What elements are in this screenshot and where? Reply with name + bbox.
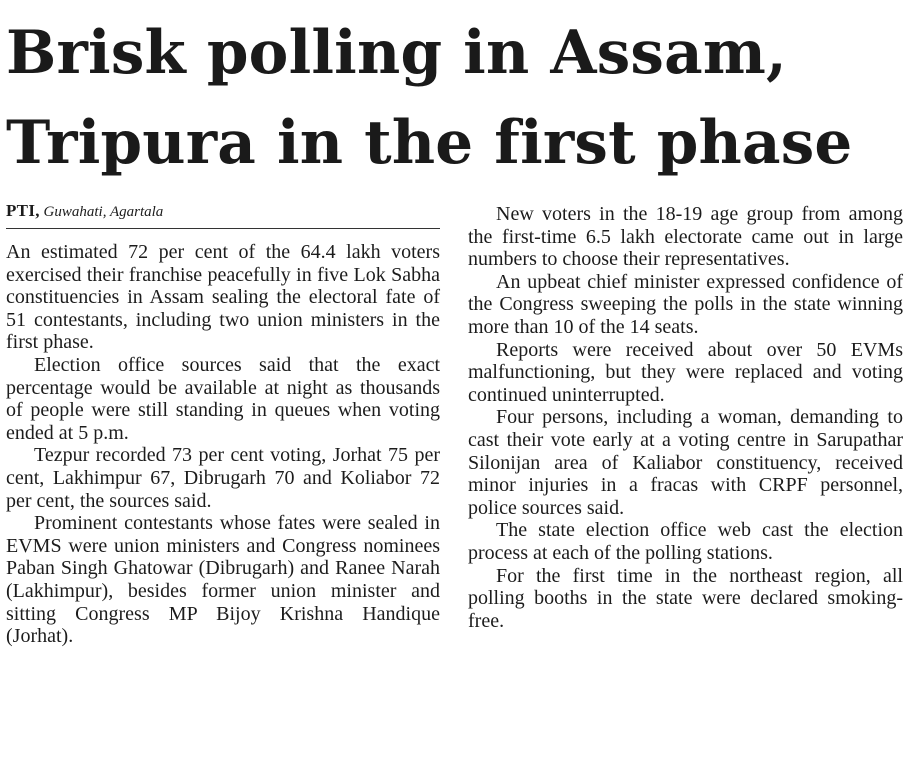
- paragraph: Four persons, including a woman, demanding to cast their vote early at a voting centre in Sarupathar Silonijan area of Kaliabor constituency, received minor injuries in a fracas with CRPF personnel, police sources said.: [468, 406, 903, 519]
- left-column: [6, 200, 440, 648]
- paragraph: Election office sources said that the exact percentage would be available at night as thousands of people were still standing in queues when voting ended at 5 p.m.: [6, 353, 440, 444]
- headline-line-2: Tripura in the first phase: [6, 108, 853, 178]
- paragraph: An estimated 72 per cent of the 64.4 lakh voters exercised their franchise peacefully in five Lok Sabha constituencies in Assam sealing the electoral fate of 51 contestants, including two union ministers in the first phase.: [6, 241, 440, 354]
- paragraph: For the first time in the northeast region, all polling booths in the state were declared smoking-free.: [468, 564, 903, 632]
- paragraph: New voters in the 18-19 age group from among the first-time 6.5 lakh electorate came out in large numbers to choose their representatives.: [468, 203, 903, 271]
- paragraph: Tezpur recorded 73 per cent voting, Jorhat 75 per cent, Lakhimpur 67, Dibrugarh 70 and Koliabor 72 per cent, the sources said.: [6, 444, 440, 512]
- paragraph: An upbeat chief minister expressed confidence of the Congress sweeping the polls in the state winning more than 10 of the 14 seats.: [468, 270, 903, 338]
- headline: [6, 8, 911, 188]
- byline-location: Guwahati, Agartala: [43, 204, 164, 220]
- right-column: [468, 200, 903, 632]
- paragraph: The state election office web cast the election process at each of the polling stations.: [468, 519, 903, 564]
- paragraph: Reports were received about over 50 EVMs malfunctioning, but they were replaced and voting continued uninterrupted.: [468, 338, 903, 406]
- byline-agency: PTI,: [6, 201, 40, 220]
- headline-line-1: Brisk polling in Assam,: [6, 18, 787, 88]
- byline: [6, 200, 440, 229]
- paragraph: Prominent contestants whose fates were sealed in EVMS were union ministers and Congress nominees Paban Singh Ghatowar (Dibrugarh) and Ranee Narah (Lakhimpur), besides former union minister and sitting Congress MP Bijoy Krishna Handique (Jorhat).: [6, 512, 440, 648]
